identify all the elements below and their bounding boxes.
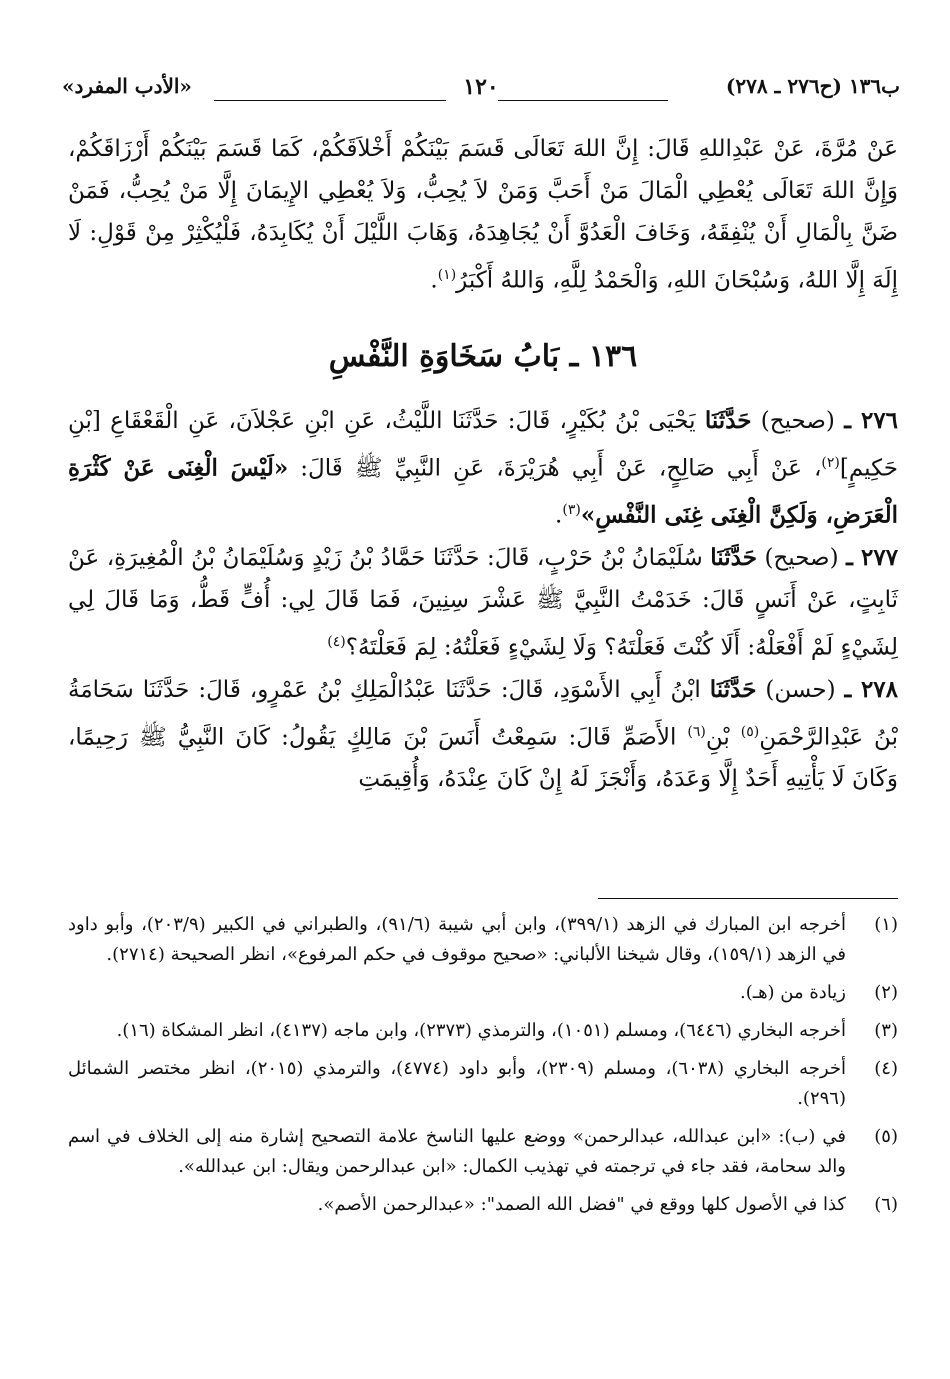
hadith-text: سُلَيْمَانُ بْنُ حَرْبٍ، قَالَ: حَدَّثَنَا حَمَّادُ بْنُ زَيْدٍ وَسُلَيْمَانُ بْنُ الْمُغِيرَةِ، عَنْ ثَابِتٍ، عَنْ أَنَسٍ قَالَ: خَدَمْتُ النَّبِيَّ ﷺ عَشْرَ سِنِينَ، فَمَا قَالَ لِي: أُفٍّ قَطُّ، وَمَا قَالَ لِي لِشَيْءٍ لَمْ أَفْعَلْهُ: أَلَا كُنْتَ فَعَلْتَهُ؟ وَلَا لِشَيْءٍ فَعَلْتُهُ: لِمَ فَعَلْتَهُ؟: [68, 544, 898, 661]
footnote-4: [68, 1054, 898, 1114]
footnote-6: [68, 1190, 898, 1220]
hadith-grade: (حسن): [765, 676, 836, 703]
hadith-number: ٢٧٧ ـ: [846, 543, 899, 571]
intro-paragraph: عَنْ مُرَّةَ، عَنْ عَبْدِاللهِ قَالَ: إِنَّ اللهَ تَعَالَى قَسَمَ بَيْنَكُمْ أَخْلاَقَكُمْ، كَمَا قَسَمَ بَيْنَكُمْ أَرْزَاقَكُمْ، وَإِنَّ اللهَ تَعَالَى يُعْطِي الْمَالَ مَنْ أَحَبَّ وَمَنْ لاَ يُحِبُّ، وَلاَ يُعْطِي الإِيمَانَ إِلَّا مَنْ يُحِبُّ، فَمَنْ ضَنَّ بِالْمَالِ أَنْ يُنْفِقَهُ، وَخَافَ الْعَدُوَّ أَنْ يُجَاهِدَهُ، وَهَابَ اللَّيْلَ أَنْ يُكَابِدَهُ، فَلْيُكْثِرْ مِنْ قَوْلِ: لَا إِلَهَ إِلَّا اللهُ، وَسُبْحَانَ اللهِ، وَالْحَمْدُ لِلَّهِ، وَاللهُ أَكْبَرُ$^{(١)}$.: [68, 136, 898, 294]
hadith-text: الأَصَمِّ قَالَ: سَمِعْتُ أَنَسَ بْنَ مَالِكٍ يَقُولُ: كَانَ النَّبِيُّ ﷺ رَحِيمًا، وَكَانَ لَا يَأْتِيهِ أَحَدٌ إِلَّا وَعَدَهُ، وَأَنْجَزَ لَهُ إِنْ كَانَ عِنْدَهُ، وَأُقِيمَتِ: [68, 724, 898, 793]
hadith-number: ٢٧٦ ـ: [844, 406, 899, 434]
footnote-text: أخرجه البخاري (٦٠٣٨)، ومسلم (٢٣٠٩)، وأبو داود (٤٧٧٤)، والترمذي (٢٠١٥)، انظر مختصر الشمائل (٢٩٦).: [68, 1058, 846, 1109]
footnote-number: (٦): [874, 1194, 898, 1215]
haddathana-word: حَدَّثَنَا: [710, 543, 757, 571]
footnote-1: [68, 910, 898, 970]
footnote-text: أخرجه البخاري (٦٤٤٦)، ومسلم (١٠٥١)، والترمذي (٢٣٧٣)، وابن ماجه (٤١٣٧)، انظر المشكاة (١٦).: [116, 1020, 846, 1041]
footnote-text: في (ب): «ابن عبدالله، عبدالرحمن» ووضع عليها الناسخ علامة التصحيح إشارة منه إلى الخلاف في اسم والد سحامة، فقد جاء في ترجمته في تهذيب الكمال: «ابن عبدالرحمن ويقال: ابن عبدالله».: [68, 1126, 846, 1177]
footnote-number: (٤): [874, 1058, 898, 1079]
hadith-text: ابْنُ أَبِي الأَسْوَدِ، قَالَ: حَدَّثَنَا عَبْدُالْمَلِكِ بْنُ عَمْرٍو، قَالَ: حَدَّثَنَا سَحَامَةُ بْنُ عَبْدِالرَّحْمَنِ: [68, 676, 898, 751]
footnote-5: [68, 1122, 898, 1182]
header-rule-left: [214, 100, 446, 101]
isnad-text: ، عَنْ أَبِي صَالِحٍ، عَنْ أَبِي هُرَيْرَةَ، عَنِ النَّبِيِّ ﷺ قَالَ:: [300, 455, 822, 482]
footnote-2: [68, 978, 898, 1008]
footnote-text: أخرجه ابن المبارك في الزهد (٣٩٩/١)، وابن أبي شيبة (٩١/٦)، والطبراني في الكبير (٢٠٣/٩)، وأبو داود في الزهد (١٥٩/١)، وقال شيخنا الألباني: «صحيح موقوف في حكم المرفوع»، انظر الصحيحة (٢٧١٤).: [68, 914, 846, 965]
footnote-number: (٥): [874, 1126, 898, 1147]
hadith-number: ٢٧٨ ـ: [844, 675, 899, 703]
main-text: [68, 128, 898, 800]
footnote-text: كذا في الأصول كلها ووقع في "فضل الله الصمد": «عبدالرحمن الأصم».: [317, 1194, 846, 1215]
footnote-ref[interactable]: (٢): [821, 454, 840, 471]
footnote-separator: [598, 898, 898, 899]
footnote-number: (٢): [874, 982, 898, 1003]
footnote-ref[interactable]: (٦): [687, 723, 706, 740]
hadith-277: [68, 537, 898, 669]
hadith-text: بْنِ: [705, 724, 741, 751]
footnote-number: (٣): [874, 1020, 898, 1041]
haddathana-word: حَدَّثَنَا: [704, 406, 752, 434]
hadith-276: ٢٧٦ ـ (صحيح) حَدَّثَنَا يَحْيَى بْنُ بُكَيْرٍ، قَالَ: حَدَّثَنَا اللَّيْثُ، عَنِ ابْنِ عَجْلاَنَ، عَنِ الْقَعْقَاعِ [بْنِ حَكِيمٍ]$^{(٢)}$، عَنْ أَبِي صَالِحٍ، عَنْ أَبِي هُرَيْرَةَ، عَنِ النَّبِيِّ ﷺ قَالَ: «لَيْسَ الْغِنَى عَنْ كَثْرَةِ الْعَرَضِ، وَلَكِنَّ الْغِنَى غِنَى النَّفْسِ»$^{(٣)}$.: [68, 406, 899, 529]
header-rule-right: [498, 100, 668, 101]
running-header: [62, 62, 900, 102]
haddathana-word: حَدَّثَنَا: [709, 675, 757, 703]
hadith-grade: (صحيح): [764, 544, 839, 571]
footnote-ref[interactable]: (٣): [562, 502, 581, 519]
footnote-number: (١): [874, 914, 898, 935]
matn-text: «لَيْسَ الْغِنَى عَنْ كَثْرَةِ الْعَرَضِ، وَلَكِنَّ الْغِنَى غِنَى النَّفْسِ»: [68, 454, 898, 529]
footnote-text: زيادة من (هـ).: [740, 982, 846, 1003]
page-number: ١٢٠: [463, 74, 499, 100]
hadith-range: ب١٣٦ (ح٢٧٦ ـ ٢٧٨): [725, 74, 900, 98]
isnad-text: يَحْيَى بْنُ بُكَيْرٍ، قَالَ: حَدَّثَنَا اللَّيْثُ، عَنِ ابْنِ عَجْلاَنَ، عَنِ الْقَعْقَاعِ [بْنِ حَكِيمٍ]: [68, 407, 899, 482]
footnote-ref[interactable]: (١): [437, 267, 457, 283]
footnote-3: [68, 1016, 898, 1046]
footnote-ref[interactable]: (٤): [327, 633, 346, 650]
book-title: «الأدب المفرد»: [62, 74, 192, 98]
footnotes: [68, 910, 898, 1228]
footnote-ref[interactable]: (٥): [740, 723, 760, 740]
hadith-grade: (صحيح): [760, 407, 835, 434]
hadith-278: [68, 669, 898, 801]
chapter-title: ١٣٦ ـ بَابُ سَخَاوَةِ النَّفْسِ: [328, 338, 638, 374]
